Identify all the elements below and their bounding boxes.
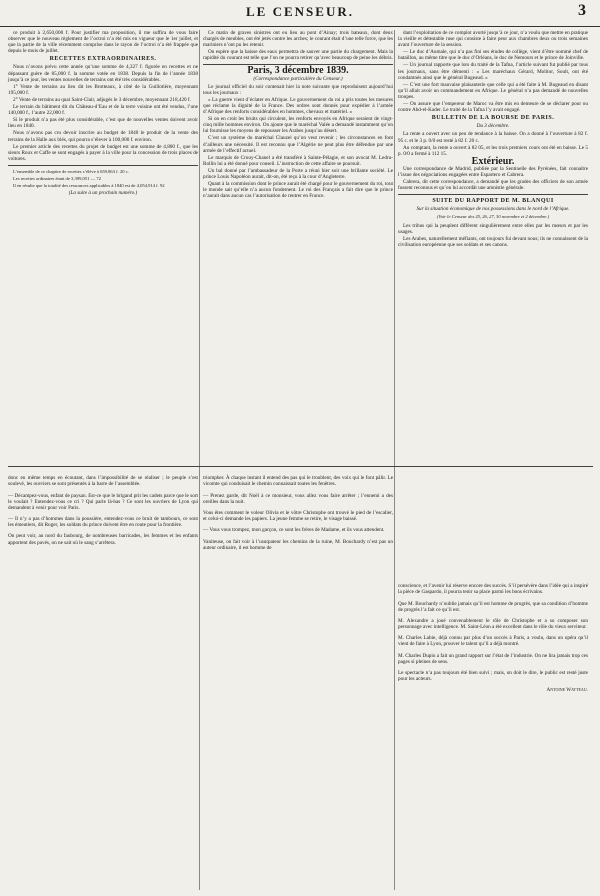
paragraph: — Décampez-vous, enfant de paysan. Est-ce que le brigand prit les cadets parce que le sort le voulait ? Entendez-vous ce cri ? Qui parle là-bas ? Ce sont les ouvriers de Lyon qui demandent à venir pour voir Paris. <box>8 492 198 511</box>
paragraph: Si on en croit les bruits qui circulent, les renforts envoyés en Afrique seraient de vingt-cinq mille hommes environ. On ajoute que le maréchal Valée a demandé instamment qu’on lui fournisse les moyens de repousser les Arabes jusqu’au désert. <box>203 116 393 135</box>
paragraph: Nous n’avons prévu cette année qu’une somme de 4,327 f. figurée en recettes et ne dépassant guère de 85,000 f. la somme votée en 1838. Depuis la fin de l’année 1838 jusqu’à ce jour, les ventes nouvelles de terrains ont été très considérables. <box>8 64 198 83</box>
paragraph: triompher. À chaque instant il entend des pas qui le troublent, des voix qui le font pâlir. Le vicomte qui conduisait le chemin connaissait toutes les fenêtres. <box>203 475 393 488</box>
report-heading: SUITE DU RAPPORT DE M. BLANQUI <box>432 198 554 205</box>
paragraph: — C’est une fort mauvaise plaisanterie que celle qui a été faite à M. Bugeaud en disant qu’il allait avoir un commandement en Afrique. Le général n’a pas demandé de nouvelles troupes. <box>398 81 588 100</box>
column-divider <box>199 30 200 890</box>
total-value: 659,863 f. 20 c. <box>100 168 129 174</box>
paragraph: 2° Vente de terrains au quai Saint-Clair, adjugés le 3 décembre, moyennant 218,420 f. <box>13 96 191 103</box>
report-subtitle: Sur la situation économique de nos possessions dans le nord de l’Afrique. <box>416 206 570 213</box>
paragraph: dant l’exploitation de ce complot avorté jusqu’à ce jour, n’a voulu que mettre en pratique la vieille et détestable ruse qui consiste à faire peur aux chambres deux ou trois semaines avant l’ouverture de la session. <box>398 30 588 49</box>
paragraph: Les tribus qui la peuplent diffèrent singulièrement entre elles par les mœurs et par les usages. <box>398 222 588 235</box>
paragraph: — Il n’y a pas d’hommes dans la poussière, entendez-vous ce bruit de tambours, ce sont les émeutiers, dit Roger, les soldats du prince doivent être en route pour la frontière. <box>8 516 198 529</box>
feuilleton-divider <box>8 466 593 467</box>
divider <box>8 165 198 166</box>
total-line <box>8 183 198 189</box>
feuilleton-column-2 <box>203 470 393 556</box>
paragraph: — Un journal rapporte que lors du traité de la Tafna, l’article suivant fut publié par tous les journaux, sans être démenti : « Les maréchaux Gérard, Molitor, Soult, ont été condamnés ainsi que le général Bugeaud. » <box>398 62 588 81</box>
paragraph: Ce matin de graves sinistres ont eu lieu au pont d’Ainay; trois bateaux, dont deux chargés de meubles, ont été jetés contre les arches; le courant était d’une telle force, que les mariniers n’ont pu les retenir. <box>203 30 393 49</box>
paragraph: donc en même temps en écoutant, dans l’impossibilité de se réaliser ; le peuple s’est soulevé, les ouvriers se sont présentés à la barre de l’assemblée. <box>8 475 198 488</box>
dateline: Paris, 3 décembre 1839. <box>247 65 349 77</box>
paragraph: Les Arabes, naturellement méfiants, ont toujours fui devant nous; ils ne connaissent de la civilisation européenne que ses soldats et ses canons. <box>398 235 588 248</box>
paragraph: Le premier article des recettes du projet de budget est une somme de 4,800 f., que les sieurs Roux et Caffe se sont engagés à payer à la ville pour la concession de trois places de voitures. <box>8 143 198 162</box>
paragraph: Une correspondance de Madrid, publiée par la Sentinelle des Pyrénées, fait connaître l’issue des négociations engagées entre Espartero et Cabrera. <box>398 165 588 178</box>
paragraph: Le spectacle n’a pas toujours été bien suivi ; mais, on doit le dire, le public est resté juste pour les acteurs. <box>398 670 588 683</box>
paragraph: M. Charles Labie, déjà connu par plus d’un succès à Paris, a voulu, dans un opéra qu’il vient de faire à Lyon, prouver le talent qu’il a déjà montré. <box>398 635 588 648</box>
correspondence-note: (Correspondance particulière du Censeur.) <box>253 75 343 82</box>
bourse-heading: BULLETIN DE LA BOURSE DE PARIS. <box>431 115 555 122</box>
paragraph: M. Alexandre a joué convenablement le rôle de Christophe et a su composer son personnage avec intelligence. M. Saint-Léon a été excellent dans le rôle du vieux serviteur. <box>398 617 588 631</box>
total-value: 3,399,051 — 72 <box>71 175 101 181</box>
paragraph: Le terrain du bâtiment dit du Château-d’Eau et de la terre voisine ont été vendus, l’une 140,000 f., l’autre 22,000 f. <box>8 104 198 117</box>
column-3 <box>398 30 588 249</box>
paragraph: On peut voir, au nord du faubourg, de nombreuses barricades, les femmes et les enfants apportent des pavés, on ne sait où le sang s’arrêtera. <box>8 533 198 546</box>
column-2 <box>203 30 393 200</box>
total-value: 4,054,914 f. 92 <box>136 183 165 189</box>
page-number: 3 <box>578 2 586 19</box>
paragraph: Quant à la commission dont le prince aurait été chargé pour le gouvernement du roi, tout le monde sait qu’elle n’a aucun fondement. Le roi des Français a fait dire que le prince n’aurait dans aucun cas l’autorisation de rentrer en France. <box>203 181 393 200</box>
section-heading-exterieur: Extérieur. <box>471 155 515 167</box>
paragraph: ce produit à 2,650,000 f. Pour justifier ma proposition, il me suffira de vous faire observer que le nouveau règlement de l’octroi n’a été mis en vigueur que le 1er juillet, et que la partie de la ville récemment comprise dans le rayon de l’octroi n’a été frappée que depuis le mois de juillet. <box>8 30 198 55</box>
feuilleton-column-3 <box>398 578 588 699</box>
paragraph: Le journal officiel du soir contenait hier la note suivante que reproduisent aujourd’hui tous les journaux : <box>203 83 393 96</box>
report-reference: (Voir le Censeur des 25, 26, 27, 30 novembre et 2 décembre.) <box>436 214 550 220</box>
paragraph: — Prenez garde, dit Noël à ce monsieur, vous allez vous faire arrêter ; l’ennemi a des oreilles dans la nuit. <box>203 492 393 505</box>
paragraph: Que M. Bouchardy n’oublie jamais qu’il est homme de progrès, que sa condition d’homme de progrès l’a fait ce qu’il est. <box>398 600 588 613</box>
paragraph: Un bal donné par l’ambassadeur de la Porte a réuni hier soir une brillante société. Le prince Louis Napoléon aurait, dit-on, été reçu à la cour d’Angleterre. <box>203 167 393 180</box>
paragraph: 1° Vente de terrains au lieu dit les Brotteaux, à côté de la Guillotière, moyennant 195,000 f. <box>8 83 198 96</box>
section-heading: RECETTES EXTRAORDINAIRES. <box>49 56 157 63</box>
divider <box>398 194 588 195</box>
feuilleton-column-1 <box>8 470 198 551</box>
paragraph: Vaniteuse, on fait voir à l’usurpateur les chemins de la ruine, M. Bouchardy n’est pas un auteur ordinaire, il est homme de <box>203 538 393 551</box>
paragraph: Cabrera, dit cette correspondance, a demandé que les grades des officiers de son armée fussent reconnus et qu’on lui accordât une amnistie générale. <box>398 179 588 192</box>
paragraph: La rente a ouvert avec un peu de tendance à la baisse. On a donné à l’ouverture à 82 f. 95 c. et le 3 p. 0/0 est resté à 82 f. 20 c. <box>398 131 588 144</box>
paragraph: conscience, et l’avenir lui réserve encore des succès. S’il persévère dans l’idée qui a inspiré la pièce de Gaspardo, il pourra tenir sa place parmi les bons écrivains. <box>398 583 588 596</box>
column-1 <box>8 30 198 197</box>
total-line <box>8 176 198 182</box>
total-line <box>8 169 198 175</box>
bourse-date: Du 3 décembre. <box>476 123 510 130</box>
paragraph: Si le produit n’a pas été plus considérable, c’est que de nouvelles ventes doivent avoir lieu en 1840. <box>8 117 198 130</box>
total-label: Les recettes ordinaires étant de <box>13 175 70 181</box>
continued-note: (La suite à un prochain numéro.) <box>68 190 138 197</box>
newspaper-title: LE CENSEUR. <box>246 4 354 19</box>
column-divider <box>394 30 395 890</box>
paragraph: Vous êtes comment le voleur Olivia et le vôtre Christophe ont trouvé le pied de l’escalier, et celui-ci demande les papiers. La jeune femme se retire, le visage baissé. <box>203 509 393 523</box>
paragraph: Nous n’avons pas cru devoir inscrire au budget de 1840 le produit de la vente des terrains de la Halle aux blés, qui pourra s’élever à 100,000 f. environ. <box>8 130 198 143</box>
paragraph: On espère que la baisse des eaux permettra de sauver une partie du chargement. Mais la rapidité du courant est telle que l’on ne pourra retirer qu’avec beaucoup de peine les débris. <box>203 49 393 62</box>
paragraph: Au comptant, la rente a ouvert à 82 05, et les trois premiers cours ont été en baisse. Le 5 p. 0/0 a fermé à 112 15. <box>398 144 588 157</box>
paragraph: « La guerre vient d’éclater en Afrique. Le gouvernement du roi a pris toutes les mesures que réclame la dignité de la France. Des ordres sont donnés pour expédier à l’armée d’Afrique des renforts considérables en hommes, chevaux et matériel. » <box>203 96 393 116</box>
paragraph: — Vous vous trompez, mon garçon, ce sont les frères de Madame, et ils vous attendent. <box>203 527 385 534</box>
paragraph: M. Charles Dupin a fait un grand rapport sur l’état de l’industrie. On ne lira jamais trop ces pages si pleines de sens. <box>398 652 588 665</box>
signature: Antoine Watteau. <box>546 687 588 694</box>
paragraph: C’est un système du maréchal Clauzel qu’on veut revenir ; les circonstances en font d’ailleurs une nécessité. Il est reconnu que l’Algérie ne peut plus être défendue par une armée de l’effectif actuel. <box>203 135 393 154</box>
total-label: L’ensemble de ce chapitre de recettes s’élève à <box>13 168 99 174</box>
masthead <box>0 0 600 27</box>
paragraph: — Le duc d’Aumale, qui n’a pas fini ses études de collège, vient d’être nommé chef de bataillon, au même titre que le duc d’Orléans, le duc de Nemours et le prince de Joinville. <box>398 49 588 62</box>
total-label: Il en résulte que la totalité des ressources applicables à 1840 est de <box>13 183 136 189</box>
paragraph: — On assure que l’empereur de Maroc va être mis en demeure de se déclarer pour ou contre Abd-el-Kader. Le traité de la Tafna l’y avait engagé. <box>398 101 588 114</box>
paragraph: Le marquis de Crouy-Chanel a été transféré à Sainte-Pélagie, et son avocat M. Ledru-Rollin lui a été donné pour conseil. L’instruction de cette affaire se poursuit. <box>203 154 393 167</box>
